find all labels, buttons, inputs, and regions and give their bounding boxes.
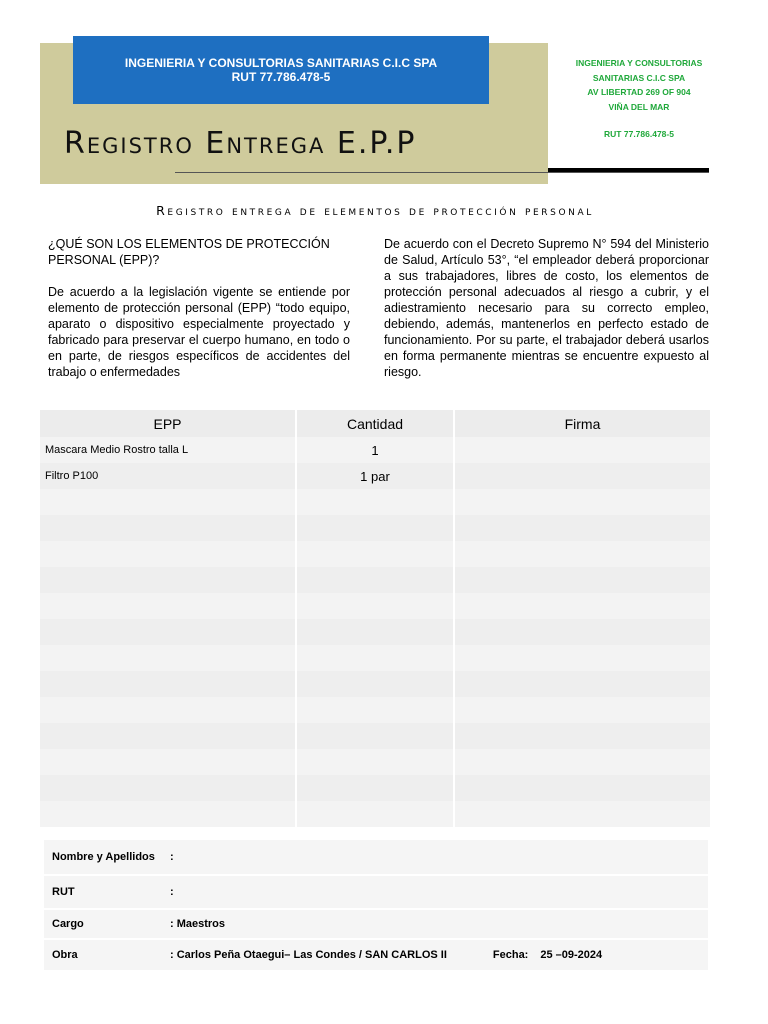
cell-firma[interactable] (454, 463, 711, 489)
cell-cantidad[interactable] (296, 515, 454, 541)
cargo-field[interactable]: : Maestros (170, 918, 226, 930)
cell-epp[interactable] (40, 619, 296, 645)
cell-cantidad[interactable]: 1 par (296, 463, 454, 489)
header-cantidad: Cantidad (296, 410, 454, 437)
cell-firma[interactable] (454, 593, 711, 619)
cell-epp[interactable]: Mascara Medio Rostro talla L (40, 437, 296, 463)
cell-epp[interactable] (40, 775, 296, 801)
nombre-field[interactable]: : (170, 851, 174, 863)
cell-cantidad[interactable] (296, 671, 454, 697)
cell-firma[interactable] (454, 567, 711, 593)
header-company-banner (73, 36, 489, 104)
cell-firma[interactable] (454, 775, 711, 801)
cell-cantidad[interactable] (296, 489, 454, 515)
cargo-label: Cargo (52, 918, 84, 930)
cell-epp[interactable] (40, 593, 296, 619)
table-row (40, 697, 711, 723)
cell-cantidad[interactable] (296, 593, 454, 619)
rut-field[interactable]: : (170, 886, 174, 898)
side-info-line1: INGENIERIA Y CONSULTORIAS (575, 58, 703, 68)
cell-epp[interactable] (40, 671, 296, 697)
cell-epp[interactable] (40, 723, 296, 749)
table-row (40, 489, 711, 515)
cell-firma[interactable] (454, 515, 711, 541)
fecha-label: Fecha: (492, 949, 529, 961)
cell-firma[interactable] (454, 671, 711, 697)
cell-firma[interactable] (454, 541, 711, 567)
side-info-rut: RUT 77.786.478-5 (604, 129, 674, 139)
cell-epp[interactable] (40, 801, 296, 827)
cell-epp[interactable]: Filtro P100 (40, 463, 296, 489)
cell-firma[interactable] (454, 489, 711, 515)
side-info-line2: SANITARIAS C.I.C SPA (592, 72, 686, 83)
cell-firma[interactable] (454, 619, 711, 645)
cell-cantidad[interactable] (296, 541, 454, 567)
cell-cantidad[interactable] (296, 619, 454, 645)
fecha-field[interactable]: 25 –09-2024 (540, 949, 603, 961)
header-thin-rule (175, 172, 709, 173)
cell-firma[interactable] (454, 645, 711, 671)
table-row (40, 645, 711, 671)
cell-firma[interactable] (454, 697, 711, 723)
cell-firma[interactable] (454, 749, 711, 775)
cell-cantidad[interactable] (296, 801, 454, 827)
side-info-address: AV LIBERTAD 269 OF 904 (587, 87, 691, 97)
cell-epp[interactable] (40, 749, 296, 775)
obra-label: Obra (52, 949, 78, 961)
header-epp: EPP (40, 410, 296, 437)
cell-epp[interactable] (40, 567, 296, 593)
header-company-rut: RUT 77.786.478-5 (231, 70, 331, 84)
table-row (40, 515, 711, 541)
info-row-rut (44, 876, 708, 908)
epp-table (40, 410, 712, 827)
cell-epp[interactable] (40, 697, 296, 723)
cell-firma[interactable] (454, 801, 711, 827)
table-row (40, 463, 711, 489)
cell-cantidad[interactable]: 1 (296, 437, 454, 463)
table-row (40, 749, 711, 775)
cell-epp[interactable] (40, 645, 296, 671)
side-company-info (560, 56, 718, 142)
cell-cantidad[interactable] (296, 723, 454, 749)
cell-cantidad[interactable] (296, 775, 454, 801)
left-column-body: De acuerdo a la legislación vigente se entiende por elemento de protección personal (EPP) “todo equipo, aparato o dispositivo especialmente proyectado y fabricado para preservar el cuerpo humano, en todo o en parte, de riesgos específicos de accidentes del trabajo o enfermedades (48, 285, 350, 379)
epp-question: ¿QUÉ SON LOS ELEMENTOS DE PROTECCIÓN PERSONAL (EPP)? (48, 237, 330, 267)
cell-cantidad[interactable] (296, 645, 454, 671)
table-row (40, 541, 711, 567)
table-row (40, 775, 711, 801)
section-subtitle: Registro entrega de elementos de protección personal (156, 203, 594, 218)
nombre-label: Nombre y Apellidos (52, 851, 155, 863)
left-column (48, 236, 350, 384)
table-row (40, 437, 711, 463)
page-title: Registro Entrega E.P.P (64, 126, 417, 161)
cell-epp[interactable] (40, 489, 296, 515)
obra-field[interactable]: : Carlos Peña Otaegui– Las Condes / SAN CARLOS II (170, 949, 447, 961)
cell-epp[interactable] (40, 515, 296, 541)
cell-cantidad[interactable] (296, 567, 454, 593)
rut-label: RUT (52, 886, 75, 898)
cell-firma[interactable] (454, 723, 711, 749)
table-row (40, 723, 711, 749)
cell-cantidad[interactable] (296, 749, 454, 775)
right-column-body: De acuerdo con el Decreto Supremo N° 594 del Ministerio de Salud, Artículo 53°, “el empleador deberá proporcionar a sus trabajadores, libres de costo, los elementos de protección personal adecuados al riesgo a cubrir, y el adiestramiento necesario para su correcto empleo, debiendo, además, mantenerlos en perfecto estado de funcionamiento. Por su parte, el trabajador deberá usarlos en forma permanente mientras se encuentre expuesto al riesgo. (384, 237, 709, 379)
header-firma: Firma (454, 410, 711, 437)
table-row (40, 619, 711, 645)
cell-cantidad[interactable] (296, 697, 454, 723)
table-row (40, 801, 711, 827)
header-company-name: INGENIERIA Y CONSULTORIAS SANITARIAS C.I.C SPA (124, 56, 438, 70)
right-column (384, 236, 709, 380)
info-row-cargo (44, 910, 708, 938)
cell-firma[interactable] (454, 437, 711, 463)
table-row (40, 593, 711, 619)
worker-info (44, 840, 708, 972)
table-row (40, 567, 711, 593)
info-row-nombre (44, 840, 708, 874)
table-row (40, 671, 711, 697)
cell-epp[interactable] (40, 541, 296, 567)
table-header-row (40, 410, 711, 437)
info-row-obra (44, 940, 708, 970)
side-info-city: VIÑA DEL MAR (608, 101, 670, 112)
